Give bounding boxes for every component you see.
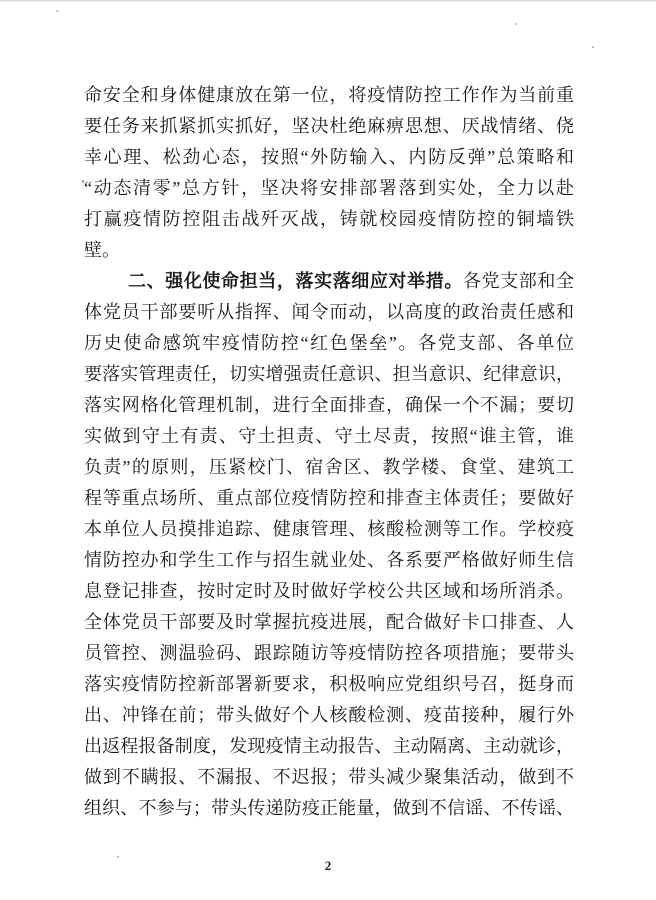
text-line: 全体党员干部要及时掌握抗疫进展，配合做好卡口排查、人 bbox=[84, 612, 574, 632]
scan-speck bbox=[56, 10, 59, 12]
text-line: 落实网格化管理机制，进行全面排查，确保一个不漏；要切 bbox=[84, 395, 574, 415]
text-line: 组织、不参与；带头传递防疫正能量，做到不信谣、不传谣、 bbox=[84, 798, 574, 818]
text-line: 落实疫情防控新部署新要求，积极响应党组织号召，挺身而 bbox=[84, 674, 574, 694]
text-line: 体党员干部要听从指挥、闻令而动，以高度的政治责任感和 bbox=[84, 302, 574, 322]
text-line: 出、冲锋在前；带头做好个人核酸检测、疫苗接种，履行外 bbox=[84, 705, 574, 725]
section-heading-line bbox=[84, 266, 574, 297]
text-line: 壁。 bbox=[84, 240, 120, 260]
text-line: 员管控、测温验码、跟踪随访等疫情防控各项措施；要带头 bbox=[84, 643, 574, 663]
page-number: 2 bbox=[324, 858, 332, 873]
document-body bbox=[84, 80, 574, 824]
text-line: 命安全和身体健康放在第一位，将疫情防控工作作为当前重 bbox=[84, 85, 574, 105]
section-heading-bold: 二、强化使命担当，落实落细应对举措。 bbox=[128, 271, 463, 291]
text-line: 历史使命感筑牢疫情防控“红色堡垒”。各党支部、各单位 bbox=[84, 333, 574, 353]
text-line: 幸心理、松劲心态，按照“外防输入、内防反弹”总策略和 bbox=[84, 147, 574, 167]
text-line: 息登记排查，按时定时及时做好学校公共区域和场所消杀。 bbox=[84, 581, 574, 601]
scan-edge-artifact bbox=[0, 0, 656, 2]
scan-speck bbox=[592, 46, 594, 48]
text-line: “动态清零”总方针，坚决将安排部署落到实处，全力以赴 bbox=[84, 178, 574, 198]
text-line: 本单位人员摸排追踪、健康管理、核酸检测等工作。学校疫 bbox=[84, 519, 574, 539]
text-line: 要落实管理责任，切实增强责任意识、担当意识、纪律意识， bbox=[84, 364, 574, 384]
text-line: 程等重点场所、重点部位疫情防控和排查主体责任；要做好 bbox=[84, 488, 574, 508]
section-heading-rest: 各党支部和全 bbox=[462, 271, 574, 291]
text-line: 实做到守土有责、守土担责、守土尽责，按照“谁主管，谁 bbox=[84, 426, 574, 446]
text-line: 出返程报备制度，发现疫情主动报告、主动隔离、主动就诊， bbox=[84, 736, 574, 756]
text-line: 打赢疫情防控阻击战歼灭战，铸就校园疫情防控的铜墙铁 bbox=[84, 209, 574, 229]
text-line: 情防控办和学生工作与招生就业处、各系要严格做好师生信 bbox=[84, 550, 574, 570]
text-line: 负责”的原则，压紧校门、宿舍区、教学楼、食堂、建筑工 bbox=[84, 457, 574, 477]
text-line: 做到不瞒报、不漏报、不迟报；带头减少聚集活动，做到不 bbox=[84, 767, 574, 787]
scan-speck bbox=[515, 23, 517, 25]
text-line: 要任务来抓紧抓实抓好，坚决杜绝麻痹思想、厌战情绪、侥 bbox=[84, 116, 574, 136]
